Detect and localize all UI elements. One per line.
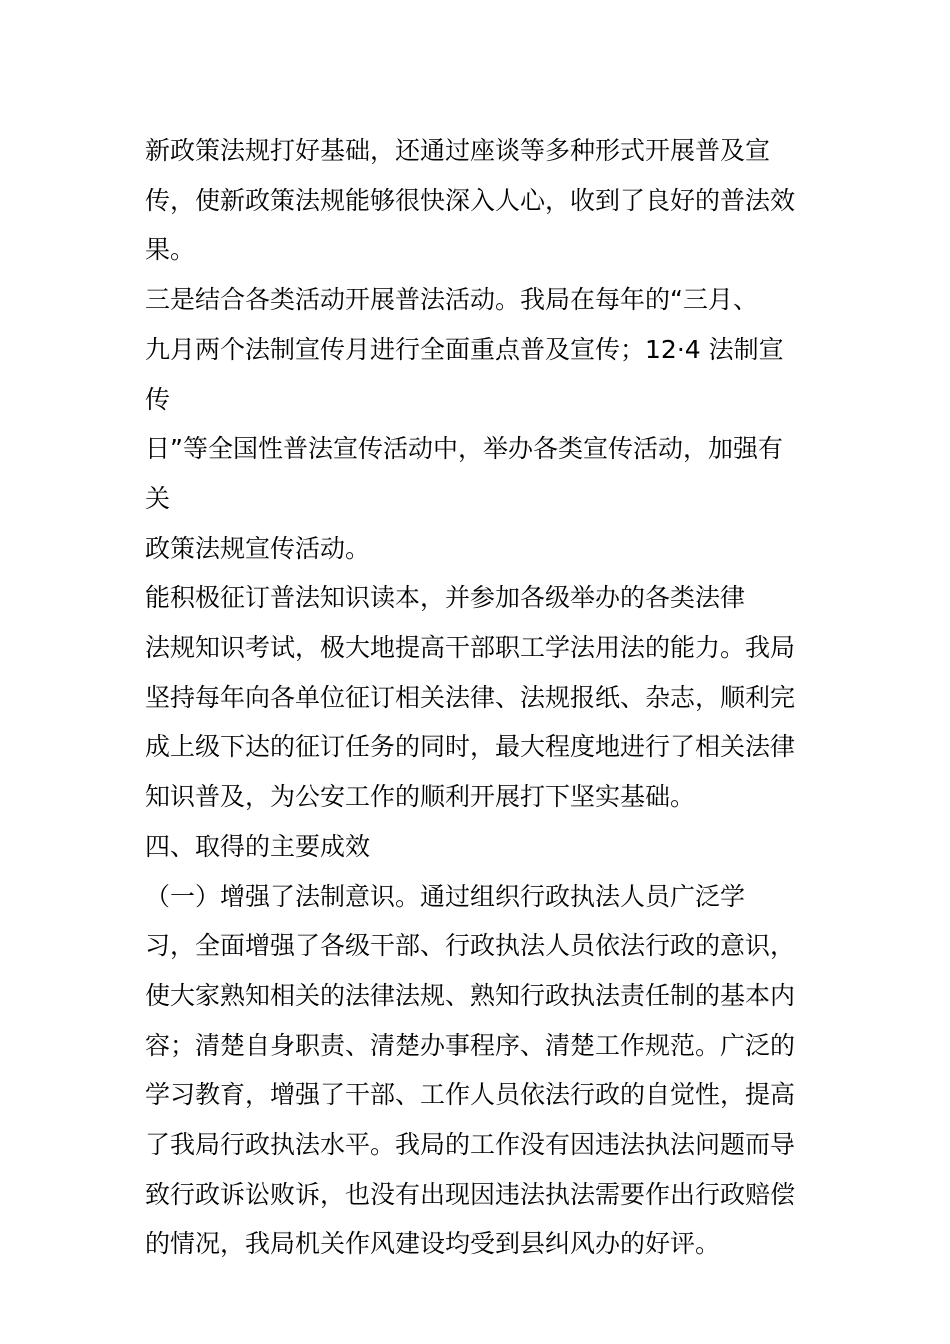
section-heading-main-results: 四、取得的主要成效 [145,831,371,861]
paragraph-policy-promotion-continued: 新政策法规打好基础，还通过座谈等多种形式开展普及宣 传，使新政策法规能够很快深入人心，收到了良好的普法效 果。 [145,136,796,265]
paragraph-reading-materials: 能积极征订普法知识读本，并参加各级举办的各类法律 法规知识考试，极大地提高干部职工学法用法的能力。我局 坚持每年向各单位征订相关法律、法规报纸、杂志，顺利完 成上级下达的征订任务的同时，最大程度地进行了相关法律 知识普及，为公安工作的顺利开展打下坚实基础。 [145,583,796,812]
document-body [145,126,805,1269]
paragraph-legal-awareness: （一）增强了法制意识。通过组织行政执法人员广泛学 习，全面增强了各级干部、行政执法人员依法行政的意识， 使大家熟知相关的法律法规、熟知行政执法责任制的基本内 容；清楚自身职责、清楚办事程序、清楚工作规范。广泛的 学习教育，增强了干部、工作人员依法行政的自觉性，提高 了我局行政执法水平。我局的工作没有因违法执法问题而导 致行政诉讼败诉，也没有出现因违法执法需要作出行政赔偿 的情况，我局机关作风建设均受到县纠风办的好评。 [145,881,796,1259]
paragraph-activities-promotion: 三是结合各类活动开展普法活动。我局在每年的“三月、 九月两个法制宣传月进行全面重点普及宣传；12·4 法制宣传 日”等全国性普法宣传活动中，举办各类宣传活动，加强有关 政策法规宣传活动。 [145,285,784,563]
